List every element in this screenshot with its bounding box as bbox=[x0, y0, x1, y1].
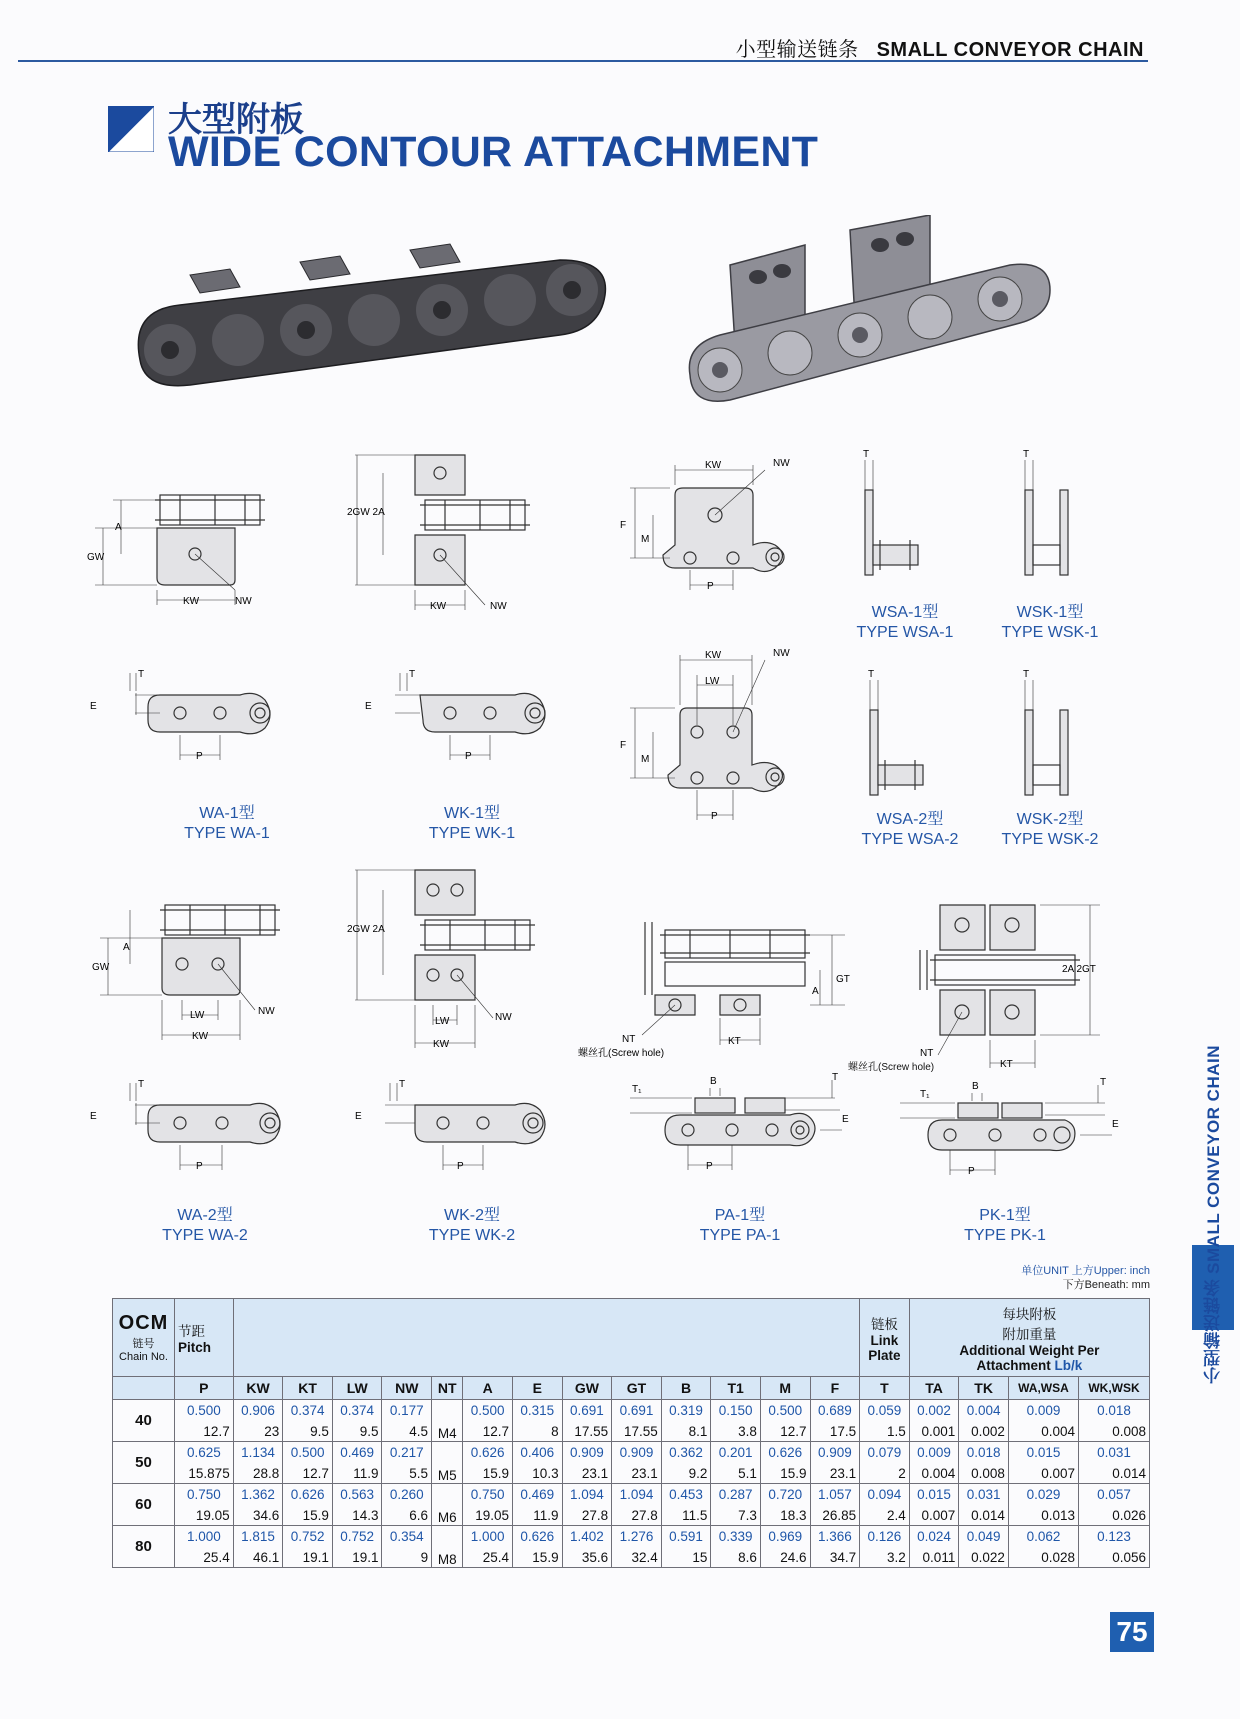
value-inch-cell: 1.094 bbox=[612, 1484, 662, 1506]
column-header: T bbox=[860, 1377, 910, 1400]
table-row-mm bbox=[113, 1505, 1150, 1526]
value-inch-cell: 0.201 bbox=[711, 1442, 761, 1464]
dim-t1-label: T₁ bbox=[920, 1089, 930, 1100]
chain-col-spacer bbox=[113, 1377, 175, 1400]
value-inch-cell: 0.319 bbox=[661, 1400, 711, 1422]
dim-t-label: T bbox=[138, 1079, 145, 1090]
dim-nw-label: NW bbox=[235, 596, 252, 607]
header-title bbox=[736, 33, 1144, 62]
nt-cell: M6 bbox=[432, 1484, 463, 1526]
value-inch-cell: 0.909 bbox=[612, 1442, 662, 1464]
value-mm-cell: 19.1 bbox=[283, 1547, 333, 1568]
value-mm-cell: 34.7 bbox=[810, 1547, 860, 1568]
value-inch-cell: 0.062 bbox=[1008, 1526, 1078, 1548]
column-header: NW bbox=[382, 1377, 432, 1400]
value-mm-cell: 0.011 bbox=[909, 1547, 959, 1568]
value-mm-cell: 23.1 bbox=[612, 1463, 662, 1484]
value-mm-cell: 7.3 bbox=[711, 1505, 761, 1526]
dim-t-label: T bbox=[1023, 449, 1030, 460]
dim-lw-label: LW bbox=[435, 1016, 450, 1027]
value-mm-cell: 15 bbox=[661, 1547, 711, 1568]
caption-wa2: WA-2型 TYPE WA-2 bbox=[162, 1207, 248, 1244]
caption-wk1: WK-1型 TYPE WK-1 bbox=[428, 805, 516, 842]
value-mm-cell: 0.007 bbox=[909, 1505, 959, 1526]
value-mm-cell: 27.8 bbox=[612, 1505, 662, 1526]
caption-pk1: PK-1型 TYPE PK-1 bbox=[964, 1207, 1046, 1244]
dim-kw-label: KW bbox=[433, 1039, 450, 1050]
dim-kw-label: KW bbox=[183, 596, 200, 607]
column-header: LW bbox=[332, 1377, 382, 1400]
table-row-inch bbox=[113, 1400, 1150, 1422]
value-inch-cell: 0.287 bbox=[711, 1484, 761, 1506]
value-inch-cell: 0.123 bbox=[1079, 1526, 1150, 1548]
column-header: GT bbox=[612, 1377, 662, 1400]
dim-f-label: F bbox=[620, 740, 627, 751]
dim-nt-label: NT bbox=[920, 1048, 934, 1059]
side-tab-label: 小型输送链条 SMALL CONVEYOR CHAIN bbox=[1204, 1045, 1223, 1385]
value-mm-cell: 23.1 bbox=[810, 1463, 860, 1484]
value-inch-cell: 0.002 bbox=[909, 1400, 959, 1422]
value-mm-cell: 0.007 bbox=[1008, 1463, 1078, 1484]
dim-t1-label: T₁ bbox=[632, 1084, 642, 1095]
dim-nw-label: NW bbox=[773, 648, 790, 659]
value-mm-cell: 15.9 bbox=[283, 1505, 333, 1526]
value-inch-cell: 0.626 bbox=[760, 1442, 810, 1464]
column-header: KT bbox=[283, 1377, 333, 1400]
dim-kw-label: KW bbox=[705, 650, 722, 661]
column-header: WK,WSK bbox=[1079, 1377, 1150, 1400]
value-inch-cell: 0.469 bbox=[512, 1484, 562, 1506]
spec-table bbox=[112, 1298, 1150, 1568]
value-mm-cell: 0.026 bbox=[1079, 1505, 1150, 1526]
value-inch-cell: 0.500 bbox=[175, 1400, 234, 1422]
value-mm-cell: 0.001 bbox=[909, 1421, 959, 1442]
value-mm-cell: 0.004 bbox=[909, 1463, 959, 1484]
column-header: GW bbox=[562, 1377, 612, 1400]
value-inch-cell: 0.752 bbox=[283, 1526, 333, 1548]
value-mm-cell: 34.6 bbox=[233, 1505, 283, 1526]
table-row-inch bbox=[113, 1526, 1150, 1548]
value-mm-cell: 0.004 bbox=[1008, 1421, 1078, 1442]
dim-kw-label: KW bbox=[192, 1031, 209, 1042]
dim-kw-label: KW bbox=[705, 460, 722, 471]
value-mm-cell: 25.4 bbox=[175, 1547, 234, 1568]
caption-wsa1: WSA-1型 TYPE WSA-1 bbox=[856, 604, 954, 641]
header-title-en: SMALL CONVEYOR CHAIN bbox=[876, 39, 1144, 61]
value-mm-cell: 35.6 bbox=[562, 1547, 612, 1568]
link-plate-header: 链板 Link Plate bbox=[860, 1299, 910, 1377]
dim-e-label: E bbox=[355, 1111, 362, 1122]
value-inch-cell: 0.059 bbox=[860, 1400, 910, 1422]
chain-number-cell: 80 bbox=[113, 1526, 175, 1568]
value-inch-cell: 0.049 bbox=[959, 1526, 1009, 1548]
value-mm-cell: 0.022 bbox=[959, 1547, 1009, 1568]
value-inch-cell: 0.969 bbox=[760, 1526, 810, 1548]
dim-nt-label: NT bbox=[622, 1034, 636, 1045]
value-inch-cell: 0.094 bbox=[860, 1484, 910, 1506]
dim-nw-label: NW bbox=[490, 601, 507, 612]
value-mm-cell: 26.85 bbox=[810, 1505, 860, 1526]
dim-e-label: E bbox=[90, 1111, 97, 1122]
caption-wsk2: WSK-2型 TYPE WSK-2 bbox=[1001, 811, 1099, 848]
value-mm-cell: 28.8 bbox=[233, 1463, 283, 1484]
value-mm-cell: 0.008 bbox=[1079, 1421, 1150, 1442]
value-inch-cell: 0.362 bbox=[661, 1442, 711, 1464]
value-mm-cell: 17.5 bbox=[810, 1421, 860, 1442]
diagram-pk1-top bbox=[890, 1075, 1130, 1195]
value-inch-cell: 0.150 bbox=[711, 1400, 761, 1422]
value-mm-cell: 27.8 bbox=[562, 1505, 612, 1526]
dim-e-label: E bbox=[365, 701, 372, 712]
value-inch-cell: 0.031 bbox=[1079, 1442, 1150, 1464]
value-inch-cell: 0.500 bbox=[760, 1400, 810, 1422]
dim-t-label: T bbox=[138, 669, 145, 680]
dim-b-label: B bbox=[710, 1076, 717, 1087]
column-header: TA bbox=[909, 1377, 959, 1400]
value-inch-cell: 0.315 bbox=[512, 1400, 562, 1422]
nt-cell: M5 bbox=[432, 1442, 463, 1484]
dim-p-label: P bbox=[465, 751, 472, 762]
chain-number-cell: 60 bbox=[113, 1484, 175, 1526]
column-header: NT bbox=[432, 1377, 463, 1400]
value-inch-cell: 0.029 bbox=[1008, 1484, 1078, 1506]
value-inch-cell: 0.374 bbox=[332, 1400, 382, 1422]
value-mm-cell: 32.4 bbox=[612, 1547, 662, 1568]
value-mm-cell: 19.05 bbox=[463, 1505, 513, 1526]
value-inch-cell: 1.402 bbox=[562, 1526, 612, 1548]
dim-t-label: T bbox=[863, 449, 870, 460]
value-mm-cell: 9 bbox=[382, 1547, 432, 1568]
dim-t-label: T bbox=[1023, 669, 1030, 680]
pitch-header: 节距 Pitch bbox=[175, 1299, 234, 1377]
value-mm-cell: 23 bbox=[233, 1421, 283, 1442]
dim-t-label: T bbox=[868, 669, 875, 680]
dim-p-label: P bbox=[968, 1166, 975, 1177]
value-mm-cell: 14.3 bbox=[332, 1505, 382, 1526]
diagram-wk1-top bbox=[365, 665, 565, 775]
value-inch-cell: 0.720 bbox=[760, 1484, 810, 1506]
dim-t-label: T bbox=[832, 1072, 839, 1083]
dim-m-label: M bbox=[641, 534, 650, 545]
spec-table-body bbox=[113, 1400, 1150, 1568]
diagram-pa1-front bbox=[570, 910, 870, 1060]
diagram-wsa2-front bbox=[615, 640, 805, 830]
value-mm-cell: 15.9 bbox=[463, 1463, 513, 1484]
value-inch-cell: 1.276 bbox=[612, 1526, 662, 1548]
value-mm-cell: 3.8 bbox=[711, 1421, 761, 1442]
dim-a-label: A bbox=[115, 522, 122, 533]
value-inch-cell: 0.906 bbox=[233, 1400, 283, 1422]
pk1-screw-hole-label: 螺丝孔(Screw hole) bbox=[848, 1062, 935, 1073]
value-inch-cell: 1.815 bbox=[233, 1526, 283, 1548]
section-triangle-icon bbox=[108, 106, 154, 152]
value-mm-cell: 0.056 bbox=[1079, 1547, 1150, 1568]
value-inch-cell: 0.626 bbox=[512, 1526, 562, 1548]
value-inch-cell: 0.079 bbox=[860, 1442, 910, 1464]
column-header: M bbox=[760, 1377, 810, 1400]
dim-2gw-2a-label: 2GW 2A bbox=[347, 924, 385, 935]
caption-wk2: WK-2型 TYPE WK-2 bbox=[428, 1207, 516, 1244]
table-row-mm bbox=[113, 1547, 1150, 1568]
dim-m-label: M bbox=[641, 754, 650, 765]
value-inch-cell: 0.217 bbox=[382, 1442, 432, 1464]
dim-p-label: P bbox=[711, 811, 718, 822]
value-mm-cell: 17.55 bbox=[562, 1421, 612, 1442]
value-inch-cell: 0.469 bbox=[332, 1442, 382, 1464]
value-inch-cell: 0.752 bbox=[332, 1526, 382, 1548]
dim-t-label: T bbox=[399, 1079, 406, 1090]
value-mm-cell: 5.5 bbox=[382, 1463, 432, 1484]
value-inch-cell: 0.260 bbox=[382, 1484, 432, 1506]
dim-a-label: A bbox=[812, 986, 819, 997]
dim-kw-label: KW bbox=[430, 601, 447, 612]
value-mm-cell: 5.1 bbox=[711, 1463, 761, 1484]
value-mm-cell: 8.1 bbox=[661, 1421, 711, 1442]
value-inch-cell: 0.691 bbox=[612, 1400, 662, 1422]
value-mm-cell: 11.5 bbox=[661, 1505, 711, 1526]
header-title-cn: 小型输送链条 bbox=[735, 39, 859, 61]
weight-header: 每块附板 附加重量 Additional Weight Per Attachment Lb/k bbox=[909, 1299, 1149, 1377]
chain-number-cell: 50 bbox=[113, 1442, 175, 1484]
diagram-wsk1-front bbox=[1005, 445, 1095, 585]
dimensions-header bbox=[233, 1299, 859, 1377]
value-mm-cell: 19.1 bbox=[332, 1547, 382, 1568]
dim-a-label: A bbox=[123, 942, 130, 953]
diagram-wa1-top bbox=[90, 665, 290, 775]
diagram-pa1-top bbox=[620, 1070, 860, 1190]
value-inch-cell: 0.018 bbox=[959, 1442, 1009, 1464]
value-inch-cell: 0.004 bbox=[959, 1400, 1009, 1422]
diagram-pk1-front bbox=[840, 890, 1130, 1070]
dim-p-label: P bbox=[196, 751, 203, 762]
chain-photo-wa bbox=[120, 240, 620, 400]
column-header: TK bbox=[959, 1377, 1009, 1400]
diagram-wa2-front bbox=[90, 890, 310, 1060]
table-row-inch bbox=[113, 1442, 1150, 1464]
nt-cell: M8 bbox=[432, 1526, 463, 1568]
screw-hole-label: 螺丝孔(Screw hole) bbox=[578, 1048, 665, 1059]
column-header: WA,WSA bbox=[1008, 1377, 1078, 1400]
value-mm-cell: 17.55 bbox=[612, 1421, 662, 1442]
value-inch-cell: 1.366 bbox=[810, 1526, 860, 1548]
value-mm-cell: 6.6 bbox=[382, 1505, 432, 1526]
value-mm-cell: 2 bbox=[860, 1463, 910, 1484]
dim-kt-label: KT bbox=[728, 1036, 741, 1047]
dim-f-label: F bbox=[620, 520, 627, 531]
dim-e-label: E bbox=[1112, 1119, 1119, 1130]
value-inch-cell: 0.339 bbox=[711, 1526, 761, 1548]
value-mm-cell: 0.013 bbox=[1008, 1505, 1078, 1526]
value-inch-cell: 0.406 bbox=[512, 1442, 562, 1464]
value-mm-cell: 0.028 bbox=[1008, 1547, 1078, 1568]
dim-p-label: P bbox=[707, 581, 714, 592]
value-inch-cell: 0.691 bbox=[562, 1400, 612, 1422]
caption-wsa2: WSA-2型 TYPE WSA-2 bbox=[861, 811, 959, 848]
value-mm-cell: 25.4 bbox=[463, 1547, 513, 1568]
column-header: E bbox=[512, 1377, 562, 1400]
caption-pa1: PA-1型 TYPE PA-1 bbox=[699, 1207, 781, 1244]
value-inch-cell: 0.374 bbox=[283, 1400, 333, 1422]
caption-wsk1: WSK-1型 TYPE WSK-1 bbox=[1001, 604, 1099, 641]
dim-2a-2gt-label: 2A 2GT bbox=[1062, 964, 1096, 975]
value-inch-cell: 0.009 bbox=[1008, 1400, 1078, 1422]
column-header: F bbox=[810, 1377, 860, 1400]
value-mm-cell: 4.5 bbox=[382, 1421, 432, 1442]
value-mm-cell: 0.008 bbox=[959, 1463, 1009, 1484]
value-mm-cell: 8.6 bbox=[711, 1547, 761, 1568]
value-inch-cell: 1.362 bbox=[233, 1484, 283, 1506]
value-inch-cell: 0.500 bbox=[463, 1400, 513, 1422]
value-mm-cell: 9.2 bbox=[661, 1463, 711, 1484]
column-header-row bbox=[113, 1377, 1150, 1400]
value-inch-cell: 1.094 bbox=[562, 1484, 612, 1506]
diagram-wa1-front bbox=[85, 480, 305, 620]
value-mm-cell: 0.014 bbox=[1079, 1463, 1150, 1484]
dim-gw-label: GW bbox=[92, 962, 110, 973]
value-mm-cell: 15.9 bbox=[760, 1463, 810, 1484]
column-header: KW bbox=[233, 1377, 283, 1400]
dim-p-label: P bbox=[196, 1161, 203, 1172]
value-mm-cell: 23.1 bbox=[562, 1463, 612, 1484]
dim-kt-label: KT bbox=[1000, 1059, 1013, 1070]
units-note: 单位UNIT 上方Upper: inch 下方Beneath: mm bbox=[1021, 1265, 1150, 1291]
diagram-wsk2-side bbox=[1005, 665, 1095, 805]
value-mm-cell: 19.05 bbox=[175, 1505, 234, 1526]
dim-nw-label: NW bbox=[773, 458, 790, 469]
value-mm-cell: 0.014 bbox=[959, 1505, 1009, 1526]
value-inch-cell: 0.009 bbox=[909, 1442, 959, 1464]
dim-p-label: P bbox=[457, 1161, 464, 1172]
value-inch-cell: 0.909 bbox=[810, 1442, 860, 1464]
nt-cell: M4 bbox=[432, 1400, 463, 1442]
value-inch-cell: 0.591 bbox=[661, 1526, 711, 1548]
value-inch-cell: 0.018 bbox=[1079, 1400, 1150, 1422]
chain-no-header: OCM 链号 Chain No. bbox=[113, 1299, 175, 1377]
section-title-en: WIDE CONTOUR ATTACHMENT bbox=[168, 128, 819, 176]
dim-e-label: E bbox=[842, 1114, 849, 1125]
dim-gw-label: GW bbox=[87, 552, 105, 563]
dim-2gw-2a-label: 2GW 2A bbox=[347, 507, 385, 518]
value-inch-cell: 0.626 bbox=[463, 1442, 513, 1464]
dim-b-label: B bbox=[972, 1081, 979, 1092]
dim-lw-label: LW bbox=[705, 676, 720, 687]
value-inch-cell: 0.177 bbox=[382, 1400, 432, 1422]
value-mm-cell: 12.7 bbox=[760, 1421, 810, 1442]
value-mm-cell: 8 bbox=[512, 1421, 562, 1442]
value-inch-cell: 0.024 bbox=[909, 1526, 959, 1548]
diagram-wsk1-side bbox=[615, 450, 805, 610]
value-mm-cell: 3.2 bbox=[860, 1547, 910, 1568]
value-mm-cell: 10.3 bbox=[512, 1463, 562, 1484]
value-mm-cell: 18.3 bbox=[760, 1505, 810, 1526]
table-row-inch bbox=[113, 1484, 1150, 1506]
value-mm-cell: 11.9 bbox=[512, 1505, 562, 1526]
value-mm-cell: 9.5 bbox=[332, 1421, 382, 1442]
dim-p-label: P bbox=[706, 1161, 713, 1172]
value-inch-cell: 0.453 bbox=[661, 1484, 711, 1506]
value-inch-cell: 0.126 bbox=[860, 1526, 910, 1548]
value-inch-cell: 0.626 bbox=[283, 1484, 333, 1506]
diagram-wsa2-side bbox=[850, 665, 940, 805]
value-inch-cell: 1.000 bbox=[175, 1526, 234, 1548]
dim-lw-label: LW bbox=[190, 1010, 205, 1021]
value-mm-cell: 15.875 bbox=[175, 1463, 234, 1484]
column-header: B bbox=[661, 1377, 711, 1400]
diagram-wk1-front bbox=[345, 445, 565, 625]
value-inch-cell: 0.057 bbox=[1079, 1484, 1150, 1506]
value-inch-cell: 1.000 bbox=[463, 1526, 513, 1548]
value-mm-cell: 12.7 bbox=[283, 1463, 333, 1484]
value-inch-cell: 0.015 bbox=[909, 1484, 959, 1506]
value-mm-cell: 46.1 bbox=[233, 1547, 283, 1568]
column-header: T1 bbox=[711, 1377, 761, 1400]
column-header: P bbox=[175, 1377, 234, 1400]
table-row-mm bbox=[113, 1421, 1150, 1442]
chain-photo-wide-plate bbox=[680, 215, 1070, 425]
dim-nw-label: NW bbox=[258, 1006, 275, 1017]
value-inch-cell: 0.689 bbox=[810, 1400, 860, 1422]
dim-e-label: E bbox=[90, 701, 97, 712]
diagram-wk2-top bbox=[355, 1075, 565, 1190]
value-inch-cell: 0.625 bbox=[175, 1442, 234, 1464]
value-inch-cell: 1.134 bbox=[233, 1442, 283, 1464]
value-mm-cell: 9.5 bbox=[283, 1421, 333, 1442]
value-inch-cell: 0.015 bbox=[1008, 1442, 1078, 1464]
value-inch-cell: 1.057 bbox=[810, 1484, 860, 1506]
value-inch-cell: 0.909 bbox=[562, 1442, 612, 1464]
value-mm-cell: 11.9 bbox=[332, 1463, 382, 1484]
page-number: 75 bbox=[1110, 1612, 1154, 1652]
diagram-wsa1-side bbox=[845, 445, 935, 585]
column-header: A bbox=[463, 1377, 513, 1400]
dim-gt-label: GT bbox=[836, 974, 850, 985]
table-row-mm bbox=[113, 1463, 1150, 1484]
value-inch-cell: 0.031 bbox=[959, 1484, 1009, 1506]
dim-t-label: T bbox=[409, 669, 416, 680]
diagram-wa2-top bbox=[90, 1075, 300, 1190]
dim-t-label: T bbox=[1100, 1077, 1107, 1088]
section-title-cn: 大型附板 bbox=[168, 101, 304, 139]
value-mm-cell: 12.7 bbox=[175, 1421, 234, 1442]
value-mm-cell: 15.9 bbox=[512, 1547, 562, 1568]
value-mm-cell: 1.5 bbox=[860, 1421, 910, 1442]
value-inch-cell: 0.750 bbox=[463, 1484, 513, 1506]
value-inch-cell: 0.354 bbox=[382, 1526, 432, 1548]
diagram-wk2-front bbox=[345, 860, 565, 1060]
value-mm-cell: 24.6 bbox=[760, 1547, 810, 1568]
value-inch-cell: 0.563 bbox=[332, 1484, 382, 1506]
dim-nw-label: NW bbox=[495, 1012, 512, 1023]
caption-wa1: WA-1型 TYPE WA-1 bbox=[184, 805, 270, 842]
value-mm-cell: 2.4 bbox=[860, 1505, 910, 1526]
value-inch-cell: 0.500 bbox=[283, 1442, 333, 1464]
value-inch-cell: 0.750 bbox=[175, 1484, 234, 1506]
chain-number-cell: 40 bbox=[113, 1400, 175, 1442]
value-mm-cell: 12.7 bbox=[463, 1421, 513, 1442]
value-mm-cell: 0.002 bbox=[959, 1421, 1009, 1442]
